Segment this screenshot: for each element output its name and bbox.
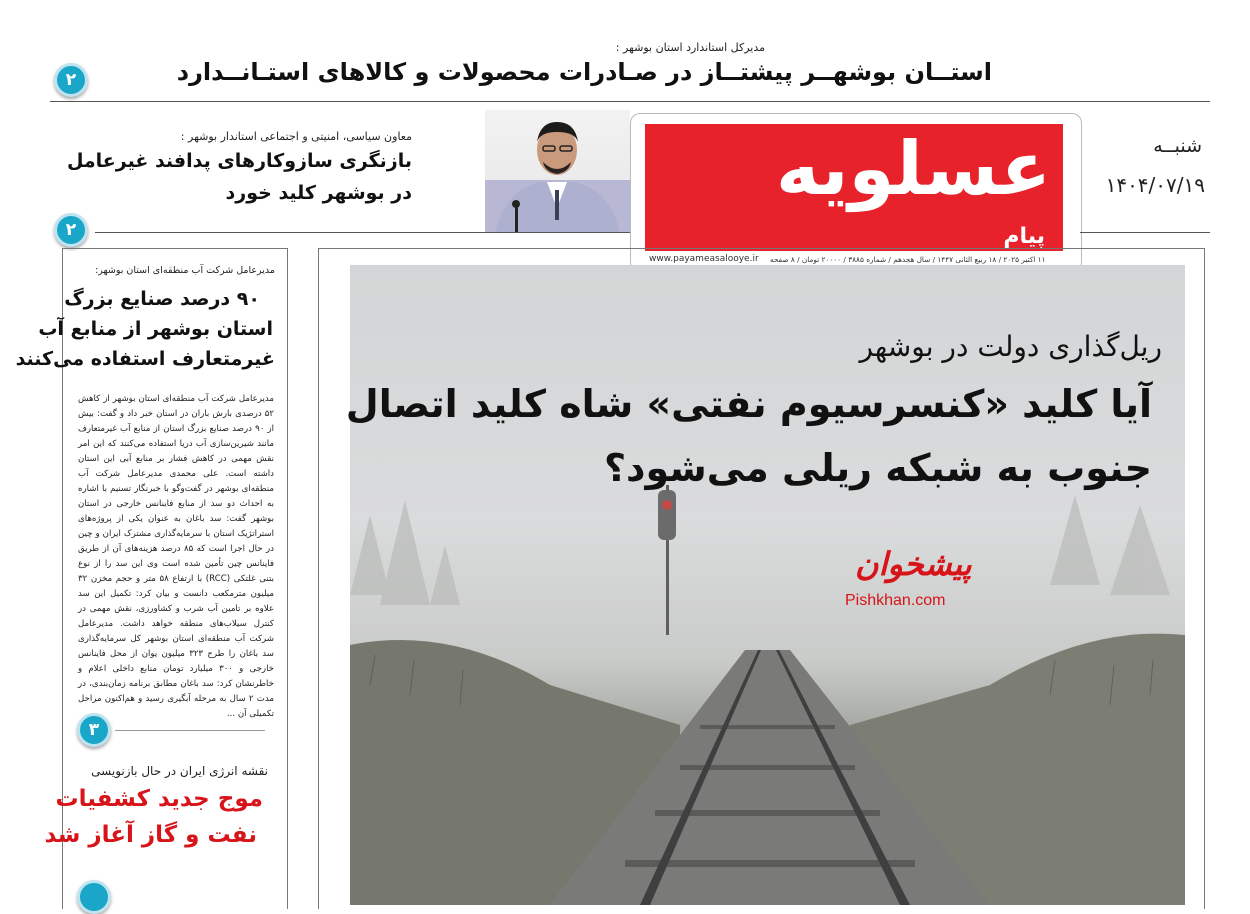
issue-info: ۱۱ اکتبر ۲۰۲۵ / ۱۸ ربیع الثانی ۱۴۴۷ / سال هجدهم / شماره ۳۸۸۵ / ۲۰۰۰۰ تومان / ۸ صفحه [770,255,1046,264]
page-badge[interactable]: ۳ [77,713,111,747]
logo-sub-text: پیام [1003,224,1045,249]
sidebar-story2-kicker: نقشه انرژی ایران در حال بازنویسی [91,764,268,778]
main-story-headline-1[interactable]: آیا کلید «کنسرسیوم نفتی» شاه کلید اتصال [345,382,1152,426]
weekday: شنبــه [1153,135,1202,157]
sidebar-story-kicker: مدیرعامل شرکت آب منطقه‌ای استان بوشهر: [95,265,275,276]
main-story-headline-2[interactable]: جنوب به شبکه ریلی می‌شود؟ [604,446,1152,490]
top-story-kicker: مدیرکل استاندارد استان بوشهر : [615,41,765,54]
top-story-headline[interactable]: استــان بوشهــر پیشتــاز در صـادرات محصولات و کالاهای استـانــدارد [176,58,992,86]
official-portrait [485,110,630,233]
logo-background [645,124,1063,251]
page-badge[interactable] [77,880,111,914]
second-story-headline-2[interactable]: در بوشهر کلید خورد [225,182,412,204]
page-badge[interactable]: ۲ [54,213,88,247]
divider [1080,232,1210,233]
sidebar-story-headline-2[interactable]: استان بوشهر از منابع آب [38,318,273,340]
main-story-kicker: ریل‌گذاری دولت در بوشهر [859,330,1162,363]
divider [115,730,265,731]
watermark-logo-en: Pishkhan.com [845,592,946,609]
sidebar-story2-headline-1[interactable]: موج جدید کشفیات [55,786,263,812]
second-story-headline-1[interactable]: بازنگری سازوکارهای پدافند غیرعامل [66,150,412,172]
sidebar-story2-headline-2[interactable]: نفت و گاز آغاز شد [44,822,257,848]
website-url[interactable]: www.payameasalooye.ir [649,254,759,264]
page-badge[interactable]: ۲ [54,63,88,97]
logo-main-text: عسلویه [775,126,1051,212]
divider [95,232,630,233]
sidebar-story-body: مدیرعامل شرکت آب منطقه‌ای استان بوشهر از کاهش ۵۲ درصدی بارش باران در استان خبر داد و گفت: بیش از ۹۰ درصد صنایع بزرگ استان از منابع آب غیرمتعارف مانند شیرین‌سازی آب دریا استفاده می‌کنند که این امر نقش مهمی در کاهش فشار بر منابع آبی این استان داشته است. علی محمدی مدیرعامل شرکت آب منطقه‌ای بوشهر در گفت‌وگو با خبرنگار تسنیم با اشاره به احداث دو سد از منابع فاینانس خارجی در استان بوشهر گفت: سد باغان به عنوان یکی از پروژه‌های استراتژیک استان با سرمایه‌گذاری مشترک ایران و چین در حال اجرا است که ۸۵ درصد هزینه‌های آن از طریق فاینانس چین تأمین شده است وی این سد را از نوع بتنی غلتکی (RCC) با ارتفاع ۵۸ متر و حجم مخزن ۳۲ میلیون مترمکعب دانست و بیان کرد: تکمیل این سد علاوه بر تامین آب شرب و کشاورزی، نقش مهمی در کنترل سیلاب‌های منطقه خواهد داشت. مدیرعامل شرکت آب منطقه‌ای استان بوشهر کل سرمایه‌گذاری سد باغان را طرح ۳۲۳ میلیون یوان از محل فاینانس خارجی و ۳۰۰ میلیارد تومان منابع داخلی اعلام و خاطرنشان کرد: سد باغان مطابق برنامه زمان‌بندی، در مدت ۲ سال به مرحله آبگیری رسید و هم‌اکنون مراحل تکمیلی آن ... [78,394,275,719]
divider [50,101,1210,102]
issue-date: ۱۴۰۴/۰۷/۱۹ [1105,173,1205,197]
sidebar-story-headline-3[interactable]: غیرمتعارف استفاده می‌کنند [15,348,275,370]
sidebar-story-headline-1[interactable]: ۹۰ درصد صنایع بزرگ [64,288,260,310]
watermark-logo-fa: پیشخوان [855,545,972,583]
second-story-kicker: معاون سیاسی، امنیتی و اجتماعی استاندار بوشهر : [180,130,412,143]
